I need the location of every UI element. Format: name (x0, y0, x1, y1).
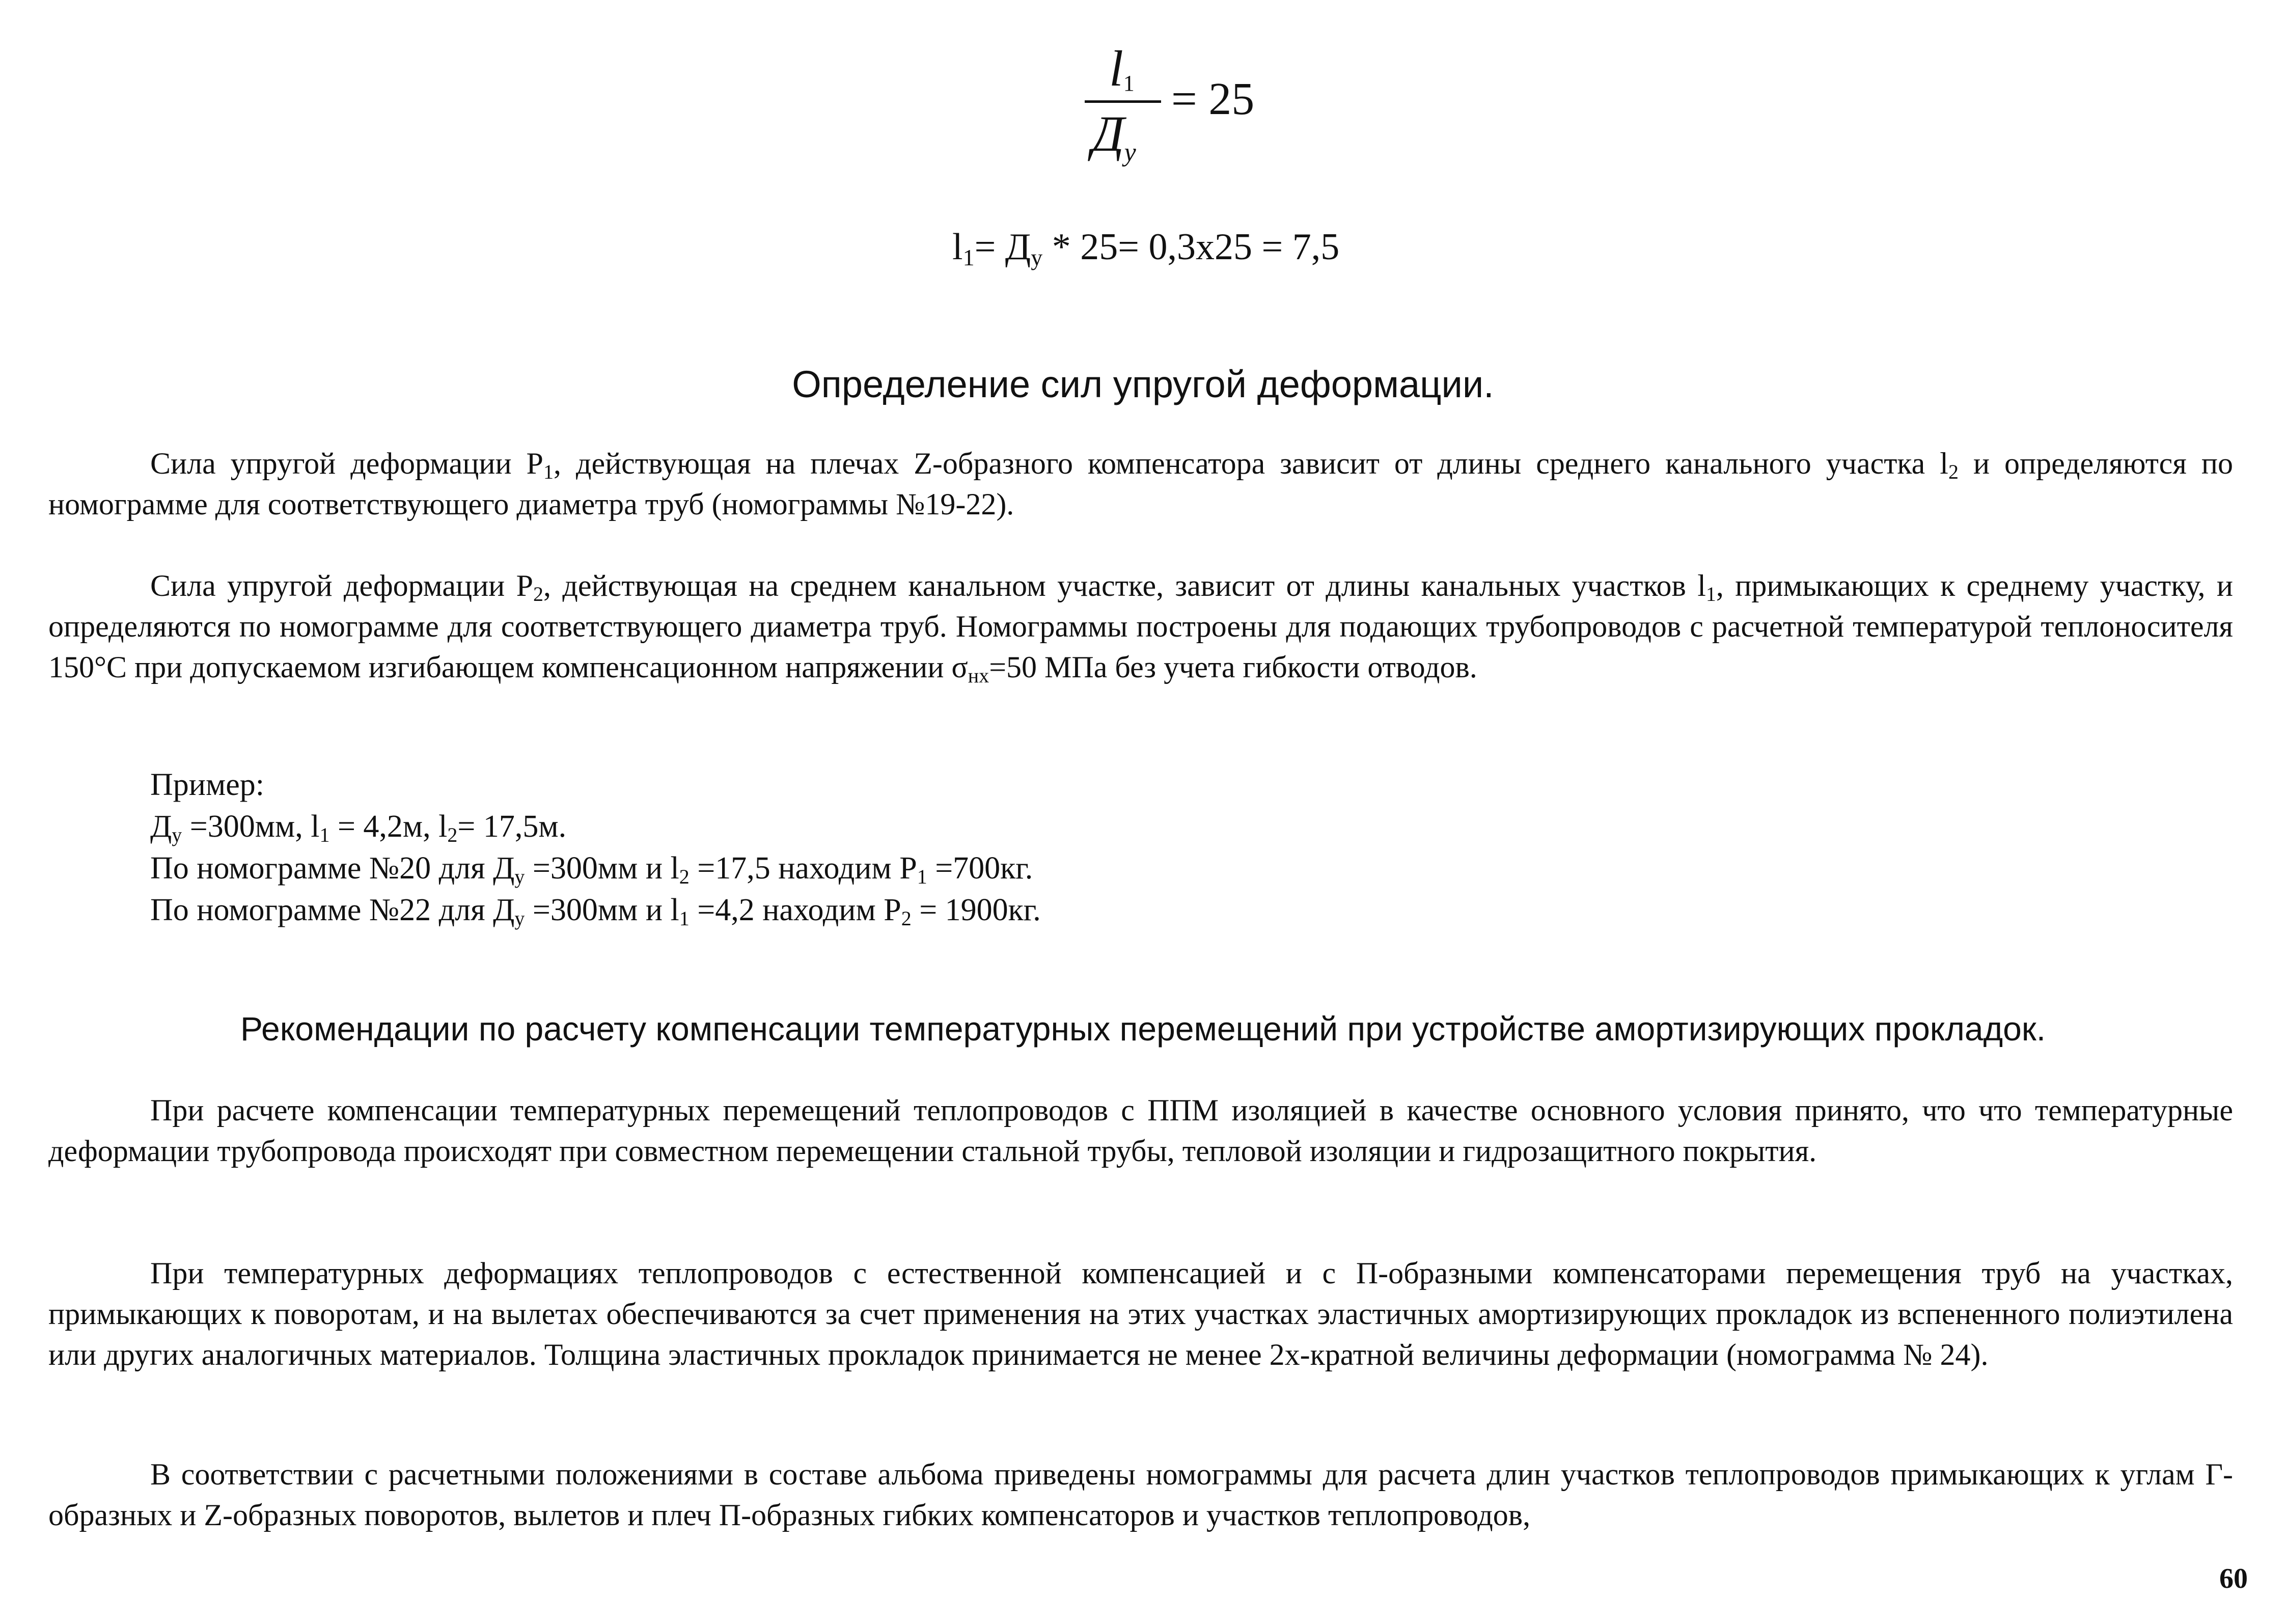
paragraph-damping-pads: При температурных деформациях теплопроводов с естественной компенсацией и с П-образными компенсаторами перемещения труб на участках, примыкающих к поворотам, и на вылетах обеспечиваются за счет применения на этих участках эластичных амортизирующих прокладок из вспененного полиэтилена или других аналогичных материалов. Толщина эластичных прокладок принимается не менее 2х-кратной величины деформации (номограмма № 24). (48, 1256, 2233, 1371)
example-line-p1: По номограмме №20 для $Д_у =300мм$ и $l_2 =17,5$ находим $Р_1 =700кг$. (150, 851, 1033, 888)
section-heading-recommendations: Рекомендации по расчету компенсации температурных перемещений при устройстве амортизирующих прокладок. (240, 1010, 2046, 1048)
page-number: 60 (2219, 1563, 2248, 1594)
example-line-p2: По номограмме №22 для $Д_у =300мм$ и $l_1 =4,2$ находим $Р_2 = 1900кг$. (150, 893, 1041, 930)
fraction-bar (1085, 100, 1161, 103)
fraction-result: = 25 (1171, 74, 1255, 124)
example-line-input: $Д_у =300мм$, $l_1 = 4,2м$, $l_2= 17,5м$. (150, 809, 567, 846)
example-title: Пример: (150, 767, 264, 802)
calculation-equation: $l_1= Д_у * 25= 0,3x25 = 7,5$ (952, 226, 1340, 270)
paragraph-force-p1: Сила упругой деформации $Р_1$, действующая на плечах Z-образного компенсатора зависит от длины среднего канального участка $l_2$ и определяются по номограмме для соответствующего диаметра труб (номограммы №19-22). (48, 447, 2233, 521)
fraction-denominator: $Д_у$ (1092, 105, 1136, 167)
section-heading-elastic-forces: Определение сил упругой деформации. (792, 363, 1494, 405)
fraction-formula (1085, 40, 1166, 171)
paragraph-compensation-basis: При расчете компенсации температурных перемещений теплопроводов с ППМ изоляцией в качестве основного условия принято, что что температурные деформации трубопровода происходят при совместном перемещении стальной трубы, тепловой изоляции и гидрозащитного покрытия. (48, 1093, 2233, 1168)
paragraph-force-p2: Сила упругой деформации $Р_2$, действующая на среднем канальном участке, зависит от длины канальных участков $l_1$, примыкающих к среднему участку, и определяются по номограмме для соответствующего диаметра труб. Номограммы построены для подающих трубопроводов с расчетной температурой теплоносителя 150°С при допускаемом изгибающем компенсационном напряжении $\sigma_{нх}=50$ МПа без учета гибкости отводов. (48, 569, 2233, 687)
fraction-numerator: $l_1$ (1109, 40, 1135, 97)
paragraph-nomograms: В соответствии с расчетными положениями в составе альбома приведены номограммы для расчета длин участков теплопроводов примыкающих к углам Г-образных и Z-образных поворотов, вылетов и плеч П-образных гибких компенсаторов и участков теплопроводов, (48, 1457, 2233, 1532)
